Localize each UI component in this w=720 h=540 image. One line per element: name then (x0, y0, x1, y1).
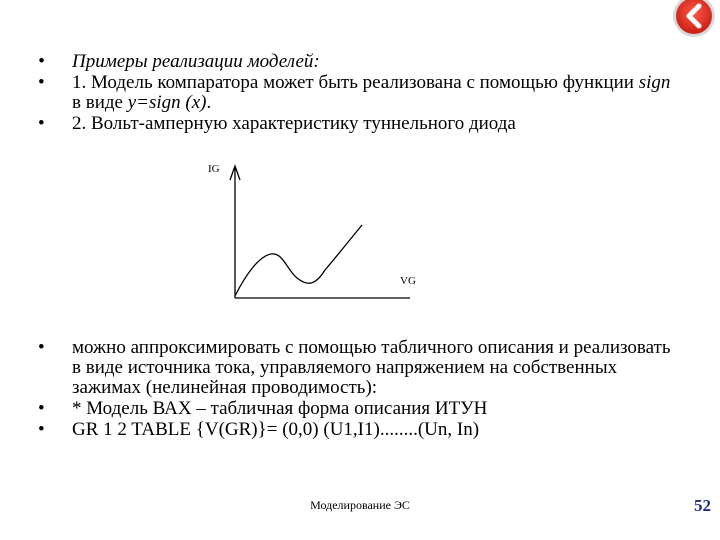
bullet-approximation: • можно аппроксимировать с помощью табличного описания и реализовать в виде источника тока, управляемого напряжением на собственных зажимах (нелинейная проводимость): (38, 338, 678, 398)
bullet-comparator: • 1. Модель компаратора может быть реализована с помощью функции sign в виде y=sign (x). (38, 73, 678, 113)
page-number: 52 (694, 496, 711, 515)
bullet-tunnel-diode: • 2. Вольт-амперную характеристику туннельного диода (38, 114, 678, 134)
top-bullet-list (38, 52, 678, 135)
iv-characteristic-graph (205, 160, 435, 305)
bottom-bullet-list (38, 338, 678, 441)
y-axis-label: IG (208, 163, 220, 175)
bullet-gr-table: • GR 1 2 TABLE {V(GR)}= (0,0) (U1,I1)........(Un, In) (38, 420, 678, 440)
back-nav-button[interactable] (664, 0, 720, 40)
bullet-vax-model: • * Модель ВАХ – табличная форма описания ИТУН (38, 399, 678, 419)
footer-title: Моделирование ЭС (310, 498, 410, 512)
y-axis (230, 166, 240, 298)
back-arrow-icon (664, 0, 720, 40)
iv-curve (235, 225, 362, 296)
bullet-examples: • Примеры реализации моделей: (38, 52, 678, 72)
x-axis-label: VG (400, 275, 416, 287)
